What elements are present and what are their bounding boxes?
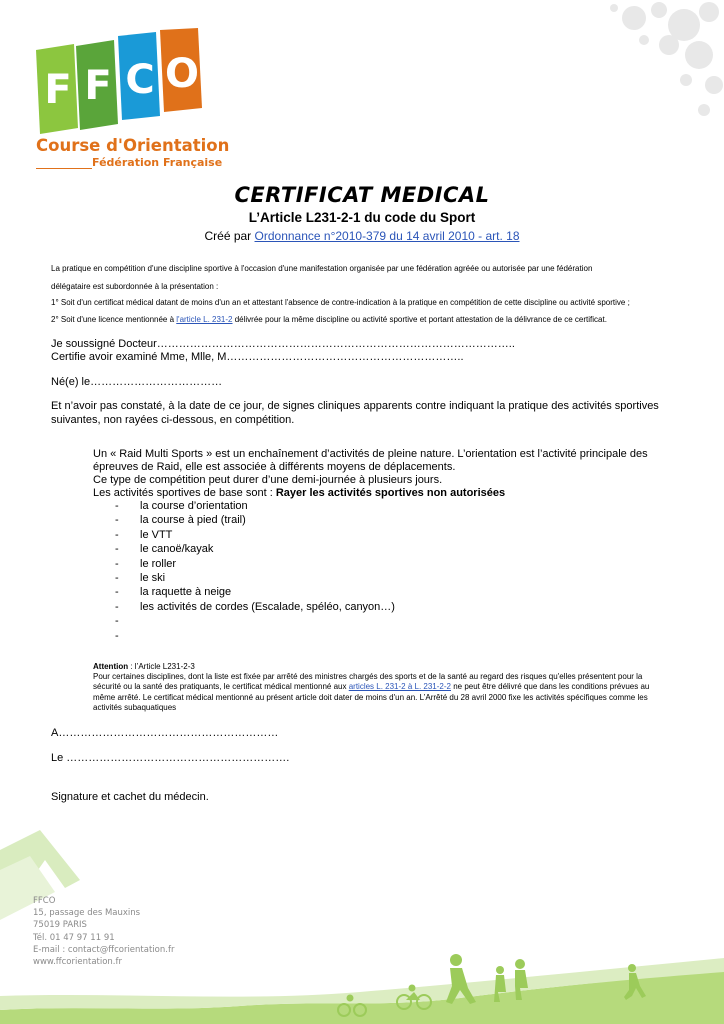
logo-underline — [36, 168, 92, 169]
intro-paragraph-4 — [51, 314, 681, 325]
activity-cordes: les activités de cordes (Escalade, spéléo, canyon…) — [140, 600, 395, 613]
activity-trail: la course à pied (trail) — [140, 514, 246, 527]
constat-paragraph: Et n’avoir pas constaté, à la date de ce jour, de signes cliniques apparents contre indiquant la pratique des activités sportives suivantes, non rayées ci-dessous, en compétition. — [51, 400, 659, 426]
attention-block — [93, 662, 663, 713]
doctor-line: Je soussigné Docteur…………………………………………………………………………………….. — [51, 338, 515, 350]
activities-instruction: Rayer les activités sportives non autorisées — [275, 487, 506, 499]
footer-org: FFCO — [33, 896, 56, 906]
footer-website[interactable]: www.ffcorientation.fr — [33, 957, 122, 968]
page-title: CERTIFICAT MEDICAL — [234, 183, 490, 207]
logo-course-orientation: Course d'Orientation — [36, 136, 230, 155]
footer-email[interactable]: E-mail : contact@ffcorientation.fr — [33, 944, 175, 955]
ffco-logo — [30, 28, 230, 178]
article-l231-2-link[interactable]: l'article L. 231-2 — [176, 315, 233, 324]
attention-label: Attention — [93, 662, 129, 671]
logo-letter-o: O — [164, 51, 199, 97]
intro-p4-suffix: délivrée pour la même discipline ou activité sportive et portant attestation de la délivrance de ce certificat. — [232, 315, 607, 324]
corner-decoration — [574, 0, 724, 130]
signature-line: Signature et cachet du médecin. — [51, 791, 209, 803]
footer-phone: Tél. 01 47 97 11 91 — [33, 932, 115, 943]
articles-link[interactable]: articles L. 231-2 à L. 231-2-2 — [348, 682, 451, 692]
logo-letter-f1: F — [44, 67, 72, 113]
created-by-line — [0, 229, 724, 243]
activity-vtt: le VTT — [140, 528, 173, 541]
logo-letter-f2: F — [84, 63, 112, 109]
attention-text — [93, 672, 663, 713]
examined-line: Certifie avoir examiné Mme, Mlle, M……………………………………………………….. — [51, 351, 464, 363]
logo-federation: Fédération Française — [92, 156, 223, 169]
logo-letter-c: C — [125, 57, 155, 103]
activity-ski: le ski — [140, 571, 166, 584]
activity-roller: le roller — [140, 557, 177, 570]
intro-p4-prefix: 2° Soit d'une licence mentionnée à — [51, 315, 177, 324]
activities-intro-prefix: Les activités sportives de base sont : — [93, 487, 276, 499]
page-subtitle: L’Article L231-2-1 du code du Sport — [248, 210, 476, 225]
footer-address — [33, 895, 174, 968]
activity-canoe: le canoë/kayak — [140, 543, 214, 556]
birthdate-line: Né(e) le……………………………… — [51, 376, 223, 388]
place-line: A…………………………………………………… — [51, 727, 279, 739]
date-line: Le ……………………………………………………. — [51, 752, 290, 764]
footer-city: 75019 PARIS — [33, 920, 87, 931]
attention-heading — [93, 662, 663, 672]
intro-paragraph-2: délégataire est subordonnée à la présentation : — [51, 282, 219, 291]
attention-ref: : l’Article L231-2-3 — [128, 662, 195, 671]
created-by-prefix: Créé par — [204, 229, 255, 243]
intro-paragraph-3: 1° Soit d'un certificat médical datant de moins d'un an et attestant l'absence de contre-indication à la pratique en compétition de cette discipline ou activité sportive ; — [51, 298, 630, 307]
raid-description: Un « Raid Multi Sports » est un enchaînement d’activités de pleine nature. L’orientation est l’activité principale des épreuves de Raid, elle est associée à différents moyens de déplacements. — [93, 448, 648, 473]
attention-text-2: ne peut être délivré que dans les conditions prévues au même arrêté. Le certificat médical mentionné au présent article doit dater de moins d'un an. L’Arrêté du 28 avril 2000 fixe les activités spécifiques comme les activités subaquatiques — [93, 682, 650, 712]
activity-raquette: la raquette à neige — [140, 586, 232, 599]
intro-paragraph-1: La pratique en compétition d'une discipline sportive à l'occasion d'une manifestation organisée par une fédération agréée ou autorisée par une fédération — [51, 264, 593, 273]
ordonnance-link[interactable]: Ordonnance n°2010-379 du 14 avril 2010 - art. 18 — [254, 229, 520, 243]
activity-orientation: la course d’orientation — [140, 500, 248, 512]
attention-text-1: Pour certaines disciplines, dont la liste est fixée par arrêté des ministres chargés des sports et de la santé au regard des risques qu'elles présentent pour la sécurité ou la santé des pratiquants, le certificat médical mentionné aux — [93, 672, 643, 692]
footer-street: 15, passage des Mauxins — [33, 908, 141, 919]
raid-duration: Ce type de compétition peut durer d’une demi-journée à plusieurs jours. — [93, 474, 443, 486]
